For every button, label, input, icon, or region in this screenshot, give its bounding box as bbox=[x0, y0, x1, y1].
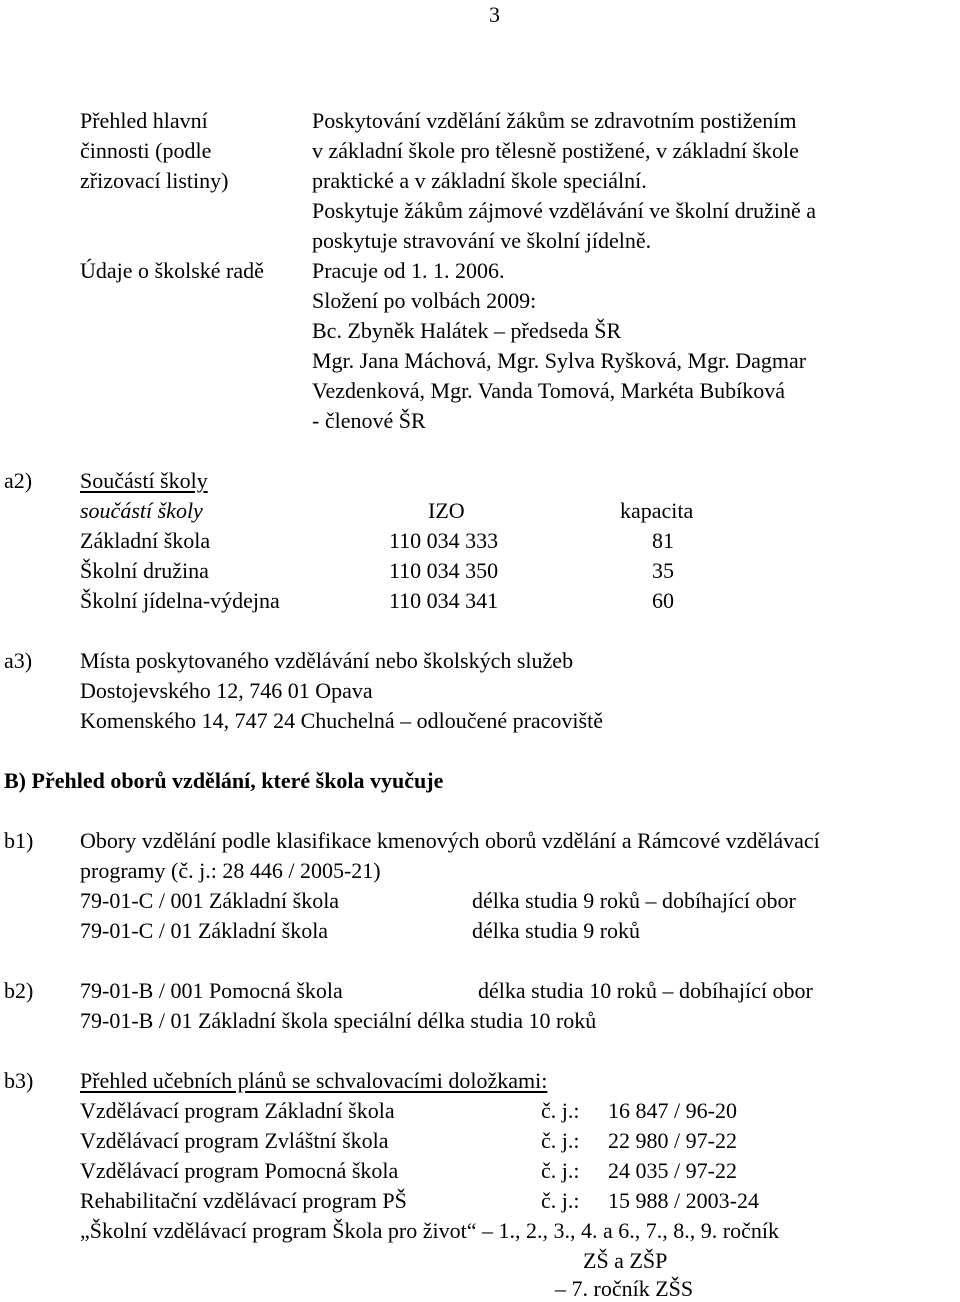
overview-label-line: Přehled hlavní bbox=[80, 108, 208, 133]
a2-column-header: součástí školy bbox=[80, 498, 203, 523]
b3-school-program: „Školní vzdělávací program Škola pro život“ – 1., 2., 3., 4. a 6., 7., 8., 9. ročník bbox=[80, 1218, 779, 1243]
school-board-line: Mgr. Jana Máchová, Mgr. Sylva Ryšková, Mgr. Dagmar bbox=[312, 348, 807, 373]
overview-text-line: praktické a v základní škole speciální. bbox=[312, 168, 647, 193]
overview-text-line: v základní škole pro tělesně postižené, v základní škole bbox=[312, 138, 799, 163]
b1-line: Obory vzdělání podle klasifikace kmenových oborů vzdělání a Rámcové vzdělávací bbox=[80, 828, 820, 853]
b1-duration: délka studia 9 roků bbox=[472, 918, 641, 943]
b3-ref-label: č. j.: bbox=[541, 1188, 580, 1213]
page-number: 3 bbox=[489, 2, 500, 27]
school-board-line: Složení po volbách 2009: bbox=[312, 288, 537, 313]
b3-ref-number: 22 980 / 97-22 bbox=[608, 1128, 737, 1153]
b3-program: Vzdělávací program Zvláštní škola bbox=[80, 1128, 389, 1153]
a3-line: Místa poskytovaného vzdělávání nebo školských služeb bbox=[80, 648, 574, 673]
a3-marker: a3) bbox=[4, 648, 33, 673]
a2-cell: Základní škola bbox=[80, 528, 211, 553]
a2-cell: 110 034 350 bbox=[389, 558, 499, 583]
overview-text-line: poskytuje stravování ve školní jídelně. bbox=[312, 228, 652, 253]
school-board-line: - členové ŠR bbox=[312, 408, 426, 433]
b3-ref-number: 24 035 / 97-22 bbox=[608, 1158, 737, 1183]
b1-field: 79-01-C / 001 Základní škola bbox=[80, 888, 340, 913]
a2-heading: Součástí školy bbox=[80, 468, 208, 493]
b3-marker: b3) bbox=[4, 1068, 34, 1093]
b3-ref-number: 15 988 / 2003-24 bbox=[608, 1188, 759, 1213]
b3-ref-label: č. j.: bbox=[541, 1158, 580, 1183]
b3-program: Rehabilitační vzdělávací program PŠ bbox=[80, 1188, 407, 1213]
b3-school-program-grades: ZŠ a ZŠP bbox=[583, 1248, 668, 1273]
school-board-label: Údaje o školské radě bbox=[80, 258, 264, 283]
b3-program: Vzdělávací program Základní škola bbox=[80, 1098, 395, 1123]
a2-column-header: kapacita bbox=[620, 498, 694, 523]
section-b-heading: B) Přehled oborů vzdělání, které škola vyučuje bbox=[4, 768, 444, 793]
b3-program: Vzdělávací program Pomocná škola bbox=[80, 1158, 399, 1183]
school-board-line: Vezdenková, Mgr. Vanda Tomová, Markéta Bubíková bbox=[312, 378, 785, 403]
b2-field: 79-01-B / 001 Pomocná škola bbox=[80, 978, 343, 1003]
a2-cell: Školní družina bbox=[80, 558, 209, 583]
b3-heading: Přehled učebních plánů se schvalovacími doložkami: bbox=[80, 1068, 548, 1093]
b3-ref-label: č. j.: bbox=[541, 1098, 580, 1123]
a2-column-header: IZO bbox=[428, 498, 465, 523]
b1-line: programy (č. j.: 28 446 / 2005-21) bbox=[80, 858, 381, 883]
b3-ref-label: č. j.: bbox=[541, 1128, 580, 1153]
overview-text-line: Poskytování vzdělání žákům se zdravotním postižením bbox=[312, 108, 797, 133]
b1-marker: b1) bbox=[4, 828, 34, 853]
a2-cell: 110 034 333 bbox=[389, 528, 499, 553]
b3-school-program-grades: – 7. ročník ZŠS bbox=[555, 1276, 694, 1301]
overview-label-line: zřizovací listiny) bbox=[80, 168, 229, 193]
school-board-line: Pracuje od 1. 1. 2006. bbox=[312, 258, 505, 283]
b1-duration: délka studia 9 roků – dobíhající obor bbox=[472, 888, 796, 913]
a2-cell: 60 bbox=[652, 588, 674, 613]
a3-line: Dostojevského 12, 746 01 Opava bbox=[80, 678, 373, 703]
b1-field: 79-01-C / 01 Základní škola bbox=[80, 918, 329, 943]
b2-field: 79-01-B / 01 Základní škola speciální délka studia 10 roků bbox=[80, 1008, 597, 1033]
overview-label-line: činnosti (podle bbox=[80, 138, 212, 163]
overview-text-line: Poskytuje žákům zájmové vzdělávání ve školní družině a bbox=[312, 198, 817, 223]
school-board-line: Bc. Zbyněk Halátek – předseda ŠR bbox=[312, 318, 622, 343]
b2-marker: b2) bbox=[4, 978, 34, 1003]
b3-ref-number: 16 847 / 96-20 bbox=[608, 1098, 737, 1123]
a2-cell: 35 bbox=[652, 558, 674, 583]
a3-line: Komenského 14, 747 24 Chuchelná – odloučené pracoviště bbox=[80, 708, 603, 733]
a2-marker: a2) bbox=[4, 468, 33, 493]
b2-duration: délka studia 10 roků – dobíhající obor bbox=[478, 978, 813, 1003]
a2-cell: 110 034 341 bbox=[389, 588, 499, 613]
a2-cell: 81 bbox=[652, 528, 674, 553]
a2-cell: Školní jídelna-výdejna bbox=[80, 588, 280, 613]
